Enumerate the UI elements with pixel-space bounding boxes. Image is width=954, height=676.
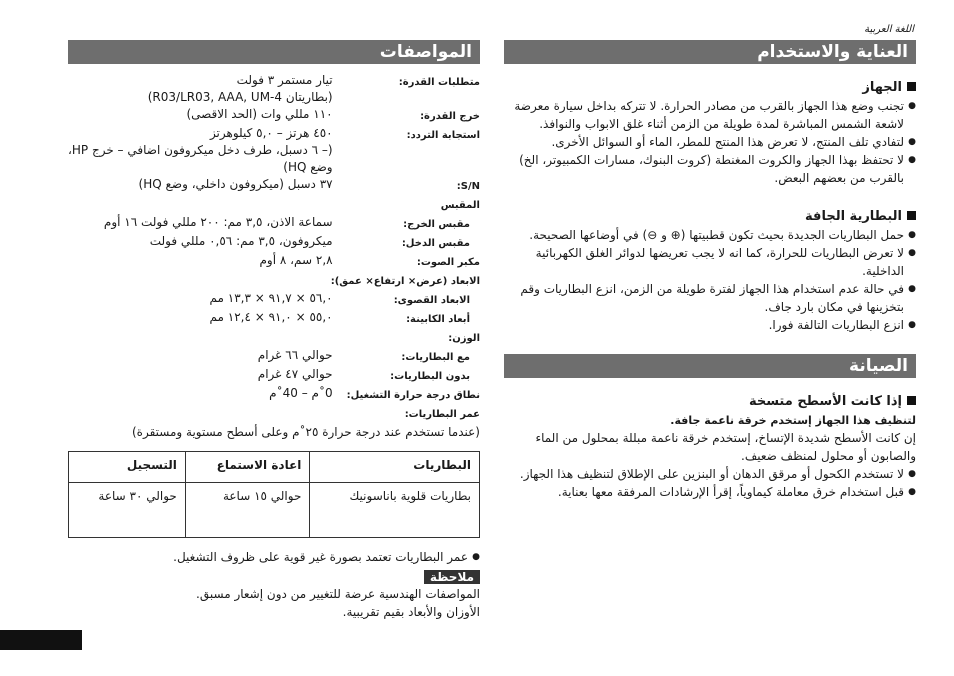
table-row <box>68 125 480 176</box>
spec-label: مقبس الدخل: <box>401 238 470 249</box>
care-section-title: العناية والاستخدام <box>504 40 916 64</box>
dirty-heading: إذا كانت الأسطح متسخة <box>504 394 916 409</box>
note-line: الأوزان والأبعاد بقيم تقريبية. <box>342 605 480 619</box>
spec-value: ٣٧ دسبل (ميكروفون داخلي، وضع HQ) <box>138 177 333 191</box>
maintenance-section-title: الصيانة <box>504 354 916 378</box>
list-item: ● لا تعرض البطاريات للحرارة، كما انه لا يجب تعريضها لدوائر الغلق الكهربائية الداخلية. <box>504 244 916 280</box>
battery-heading: البطارية الجافة <box>504 209 916 224</box>
table-header-cell: التسجيل <box>69 452 186 483</box>
spec-label: خرج القدرة: <box>420 111 480 122</box>
battery-list <box>504 226 916 334</box>
spec-value: تيار مستمر ٣ فولت (بطاريتان R03/LR03, AAA, UM-4) <box>147 73 333 104</box>
spec-value: حوالي ٦٦ غرام <box>257 348 333 362</box>
table-row <box>68 366 480 385</box>
table-row <box>68 72 480 106</box>
table-header-row <box>69 452 480 483</box>
spec-label: الابعاد القصوى: <box>393 295 470 306</box>
list-item: ● عمر البطاريات تعتمد بصورة غير قوية على ظروف التشغيل. <box>68 548 480 566</box>
square-bullet-icon <box>907 211 916 220</box>
spec-group-label: الوزن: <box>448 333 480 344</box>
table-row <box>68 347 480 366</box>
spec-label: S/N: <box>456 181 480 192</box>
list-item: ● انزع البطاريات التالفة فورا. <box>504 316 916 334</box>
table-row <box>68 271 480 290</box>
spec-group-label: الابعاد (عرض× ارتفاع× عمق): <box>330 276 480 287</box>
table-header-cell: البطاريات <box>310 452 480 483</box>
spec-label: متطلبات القدرة: <box>398 77 480 88</box>
specs-column <box>68 40 480 621</box>
table-header-cell: اعادة الاستماع <box>185 452 310 483</box>
table-row <box>68 404 480 423</box>
table-row <box>68 233 480 252</box>
specs-section-title: المواصفات <box>68 40 480 64</box>
table-row <box>68 290 480 309</box>
spec-value: حوالي ٤٧ غرام <box>257 367 333 381</box>
table-row <box>68 195 480 214</box>
list-item: ● تجنب وضع هذا الجهاز بالقرب من مصادر الحرارة. لا تتركه بداخل سيارة معرضة لاشعة الشمس المباشرة لمدة طويلة من الزمن أثناء غلق الابواب والنوافذ. <box>504 97 916 133</box>
specs-table <box>68 72 480 423</box>
spec-label: نطاق درجة حرارة التشغيل: <box>346 390 480 401</box>
unit-heading: الجهاز <box>504 80 916 95</box>
unit-list <box>504 97 916 187</box>
spec-group-label: عمر البطاريات: <box>404 409 480 420</box>
square-bullet-icon <box>907 396 916 405</box>
table-cell: حوالي ١٥ ساعة <box>185 483 310 538</box>
note-line: المواصفات الهندسية عرضة للتغيير من دون إشعار مسبق. <box>196 587 480 601</box>
spec-value: ٥٥,٠ × ٩١,٠ × ١٢,٤ مم <box>209 310 333 324</box>
spec-label: مكبر الصوت: <box>416 257 480 268</box>
table-row <box>68 309 480 328</box>
table-row <box>68 214 480 233</box>
spec-label: بدون البطاريات: <box>390 371 470 382</box>
list-item: ● قبل استخدام خرق معاملة كيماوياً، إقرأ الإرشادات المرفقة معها بعناية. <box>504 483 916 501</box>
table-row <box>68 252 480 271</box>
spec-value: ٤٥٠ هرتز – ٥,٠ كيلوهرتز (– ٦ دسبل، طرف دخل ميكروفون اضافي – خرج HP، وضع HQ) <box>68 126 333 174</box>
maintenance-list <box>504 465 916 501</box>
spec-label: مقبس الخرج: <box>403 219 470 230</box>
square-bullet-icon <box>907 82 916 91</box>
list-item: ● في حالة عدم استخدام هذا الجهاز لفترة طويلة من الزمن، انزع البطاريات وقم بتخزينها في مكان بارد جاف. <box>504 280 916 316</box>
spec-group-label: المقبس <box>440 200 480 211</box>
spec-value: ميكروفون، ٣,٥ مم: ٠,٥٦ مللي فولت <box>149 234 333 248</box>
dry-cloth-line: لتنظيف هذا الجهاز إستخدم خرقة ناعمة جافة. <box>670 414 916 427</box>
table-cell: بطاريات قلوية باناسونيك <box>310 483 480 538</box>
list-item: ● لا تحتفظ بهذا الجهاز والكروت المغنطة (كروت البنوك، مسارات الكمبيوتر، الخ) بالقرب من بعضهم البعض. <box>504 151 916 187</box>
table-row <box>68 328 480 347</box>
table-row <box>68 106 480 125</box>
list-item: ● حمل البطاريات الجديدة بحيث تكون قطبيتها (⊕ و ⊖) في أوضاعها الصحيحة. <box>504 226 916 244</box>
spec-label: مع البطاريات: <box>401 352 470 363</box>
table-row <box>68 176 480 195</box>
spec-label: استجابة التردد: <box>406 130 480 141</box>
care-column <box>504 40 916 501</box>
maintenance-paragraph: إن كانت الأسطح شديدة الإتساخ، إستخدم خرقة ناعمة مبللة بمحلول من الماء والصابون أو محلول لمنظف ضعيف. <box>535 431 916 463</box>
list-item: ● لتفادي تلف المنتج، لا تعرض هذا المنتج للمطر، الماء أو السوائل الأخرى. <box>504 133 916 151</box>
table-row <box>69 483 480 538</box>
header-language-label: اللغة العربية <box>864 24 914 35</box>
page-edge-tab <box>0 630 82 650</box>
battery-life-table <box>68 451 480 538</box>
table-row <box>68 385 480 404</box>
battery-life-note-list <box>68 548 480 566</box>
spec-value: ١١٠ مللي وات (الحد الاقصى) <box>186 107 333 121</box>
table-cell: حوالي ٣٠ ساعة <box>69 483 186 538</box>
list-item: ● لا تستخدم الكحول أو مرقق الدهان أو البنزين على الإطلاق لتنظيف هذا الجهاز. <box>504 465 916 483</box>
spec-value: سماعة الاذن، ٣,٥ مم: ٢٠٠ مللي فولت ١٦ أوم <box>103 215 333 229</box>
battery-life-condition: (عندما تستخدم عند درجة حرارة ٢٥˚م وعلى أسطح مستوية ومستقرة) <box>131 425 480 439</box>
note-badge: ملاحظة <box>424 570 480 584</box>
spec-value: ٥٦,٠ × ٩١,٧ × ١٣,٣ مم <box>209 291 333 305</box>
spec-value: ٢,٨ سم، ٨ أوم <box>259 253 333 267</box>
spec-value: 0˚م – 40˚م <box>269 386 333 400</box>
spec-label: أبعاد الكابينة: <box>406 314 470 325</box>
